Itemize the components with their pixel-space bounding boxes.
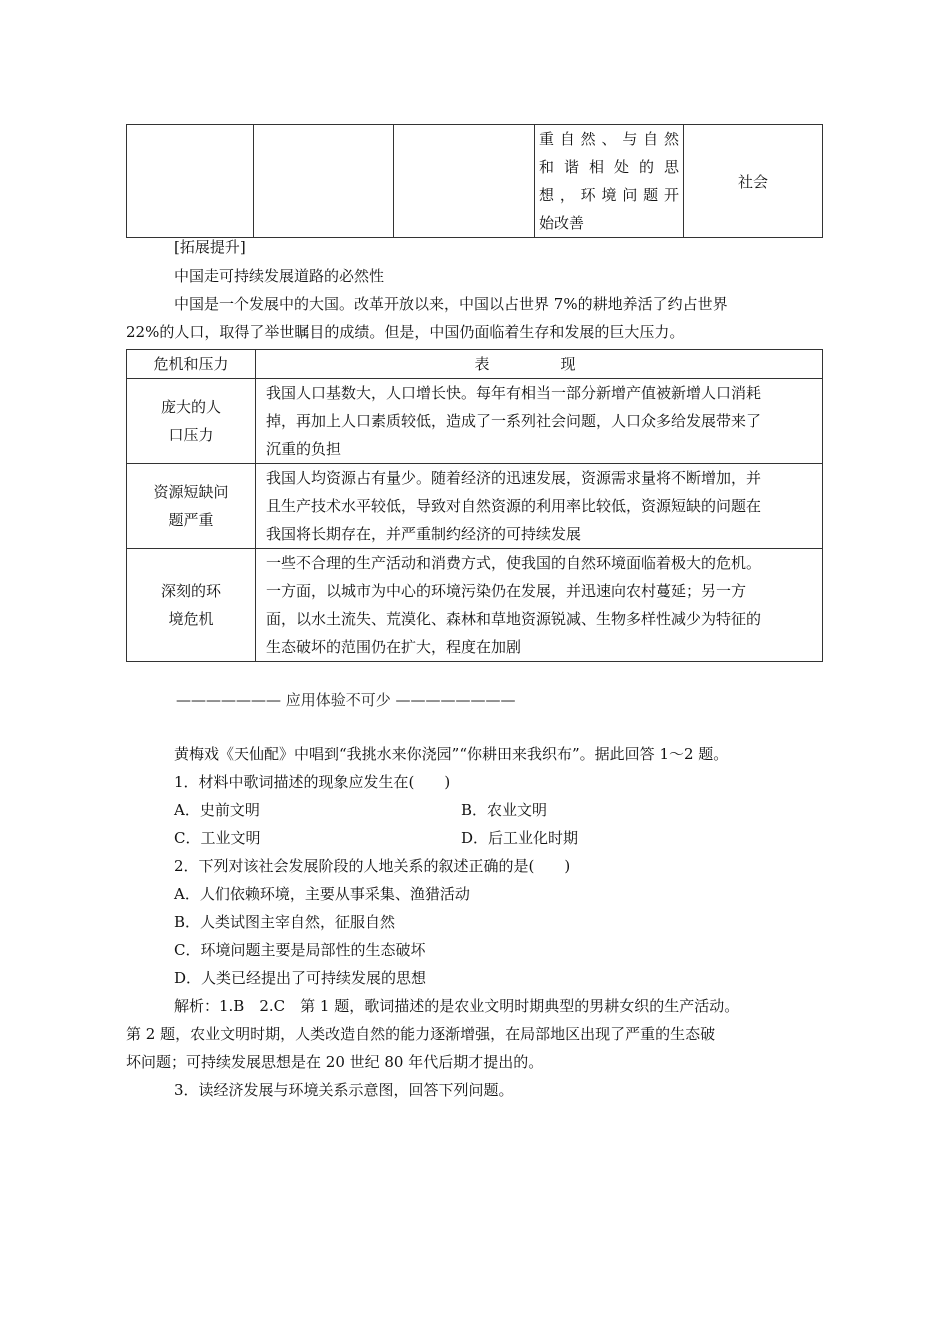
crisis-table bbox=[126, 349, 823, 662]
row-name bbox=[127, 379, 256, 464]
stage-table-continuation bbox=[126, 124, 823, 238]
row-description bbox=[256, 379, 823, 464]
analysis-line: 解析：1.B 2.C 第 1 题，歌词描述的是农业文明时期典型的男耕女织的生产活动。 bbox=[174, 997, 740, 1015]
row-name-line: 深刻的环 bbox=[160, 582, 221, 600]
analysis-line: 坏问题；可持续发展思想是在 20 世纪 80 年代后期才提出的。 bbox=[126, 1053, 544, 1071]
row-name-line: 境危机 bbox=[168, 610, 214, 628]
option-2a: A．人们依赖环境，主要从事采集、渔猎活动 bbox=[174, 885, 470, 903]
question-3: 3．读经济发展与环境关系示意图，回答下列问题。 bbox=[174, 1081, 514, 1099]
option-1b: B．农业文明 bbox=[461, 801, 548, 819]
option-1d: D．后工业化时期 bbox=[461, 829, 579, 847]
desc-line: 我国人均资源占有量少。随着经济的迅速发展，资源需求量将不断增加，并 bbox=[266, 469, 762, 487]
table-cell-empty bbox=[394, 125, 535, 238]
question-1: 1．材料中歌词描述的现象应发生在( ) bbox=[174, 773, 451, 791]
table-row bbox=[127, 379, 823, 464]
header-performance-text: 表 现 bbox=[474, 355, 604, 373]
row-name bbox=[127, 464, 256, 549]
section-divider: ——————— 应用体验不可少 ———————— bbox=[176, 691, 516, 709]
row-name-line: 题严重 bbox=[168, 511, 214, 529]
cell-line: 始改善 bbox=[539, 214, 585, 232]
table-cell-society: 社会 bbox=[684, 125, 823, 238]
desc-line: 且生产技术水平较低，导致对自然资源的利用率比较低，资源短缺的问题在 bbox=[266, 497, 762, 515]
question-2: 2．下列对该社会发展阶段的人地关系的叙述正确的是( ) bbox=[174, 857, 571, 875]
option-1c: C．工业文明 bbox=[174, 829, 261, 847]
table-cell-environment-thought bbox=[535, 125, 684, 238]
analysis-line: 第 2 题，农业文明时期，人类改造自然的能力逐渐增强，在局部地区出现了严重的生态破 bbox=[126, 1025, 716, 1043]
row-name-line: 资源短缺问 bbox=[153, 483, 229, 501]
option-1a: A．史前文明 bbox=[174, 801, 260, 819]
table-cell-empty bbox=[127, 125, 254, 238]
cell-line: 和谐相处的思 bbox=[539, 158, 679, 176]
table-cell-empty bbox=[254, 125, 394, 238]
desc-line: 我国将长期存在，并严重制约经济的可持续发展 bbox=[266, 525, 582, 543]
desc-line: 生态破坏的范围仍在扩大，程度在加剧 bbox=[266, 638, 522, 656]
desc-line: 一方面，以城市为中心的环境污染仍在发展，并迅速向农村蔓延；另一方 bbox=[266, 582, 747, 600]
header-performance bbox=[256, 350, 823, 379]
option-2d: D．人类已经提出了可持续发展的思想 bbox=[174, 969, 427, 987]
row-description bbox=[256, 464, 823, 549]
expand-intro-line: 中国是一个发展中的大国。改革开放以来，中国以占世界 7%的耕地养活了约占世界 bbox=[174, 295, 728, 313]
table-header-row bbox=[127, 350, 823, 379]
question-stem: 黄梅戏《天仙配》中唱到“我挑水来你浇园”“你耕田来我织布”。据此回答 1～2 题。 bbox=[174, 745, 729, 763]
header-crisis: 危机和压力 bbox=[127, 350, 256, 379]
option-2b: B．人类试图主宰自然，征服自然 bbox=[174, 913, 396, 931]
row-name-line: 口压力 bbox=[168, 426, 214, 444]
desc-line: 一些不合理的生产活动和消费方式，使我国的自然环境面临着极大的危机。 bbox=[266, 554, 762, 572]
expand-intro-line: 22%的人口，取得了举世瞩目的成绩。但是，中国仍面临着生存和发展的巨大压力。 bbox=[126, 323, 685, 341]
row-description bbox=[256, 549, 823, 662]
desc-line: 掉，再加上人口素质较低，造成了一系列社会问题，人口众多给发展带来了 bbox=[266, 412, 762, 430]
row-name-line: 庞大的人 bbox=[160, 398, 221, 416]
cell-line: 重自然、与自然 bbox=[539, 130, 679, 148]
table-row bbox=[127, 125, 823, 238]
row-name bbox=[127, 549, 256, 662]
option-2c: C．环境问题主要是局部性的生态破坏 bbox=[174, 941, 426, 959]
cell-line: 想，环境问题开 bbox=[539, 186, 679, 204]
expand-title: 中国走可持续发展道路的必然性 bbox=[174, 267, 385, 285]
desc-line: 沉重的负担 bbox=[266, 440, 342, 458]
table-row bbox=[127, 549, 823, 662]
table-row bbox=[127, 464, 823, 549]
expand-heading: [拓展提升] bbox=[174, 238, 246, 256]
desc-line: 面，以水土流失、荒漠化、森林和草地资源锐减、生物多样性减少为特征的 bbox=[266, 610, 762, 628]
desc-line: 我国人口基数大，人口增长快。每年有相当一部分新增产值被新增人口消耗 bbox=[266, 384, 762, 402]
